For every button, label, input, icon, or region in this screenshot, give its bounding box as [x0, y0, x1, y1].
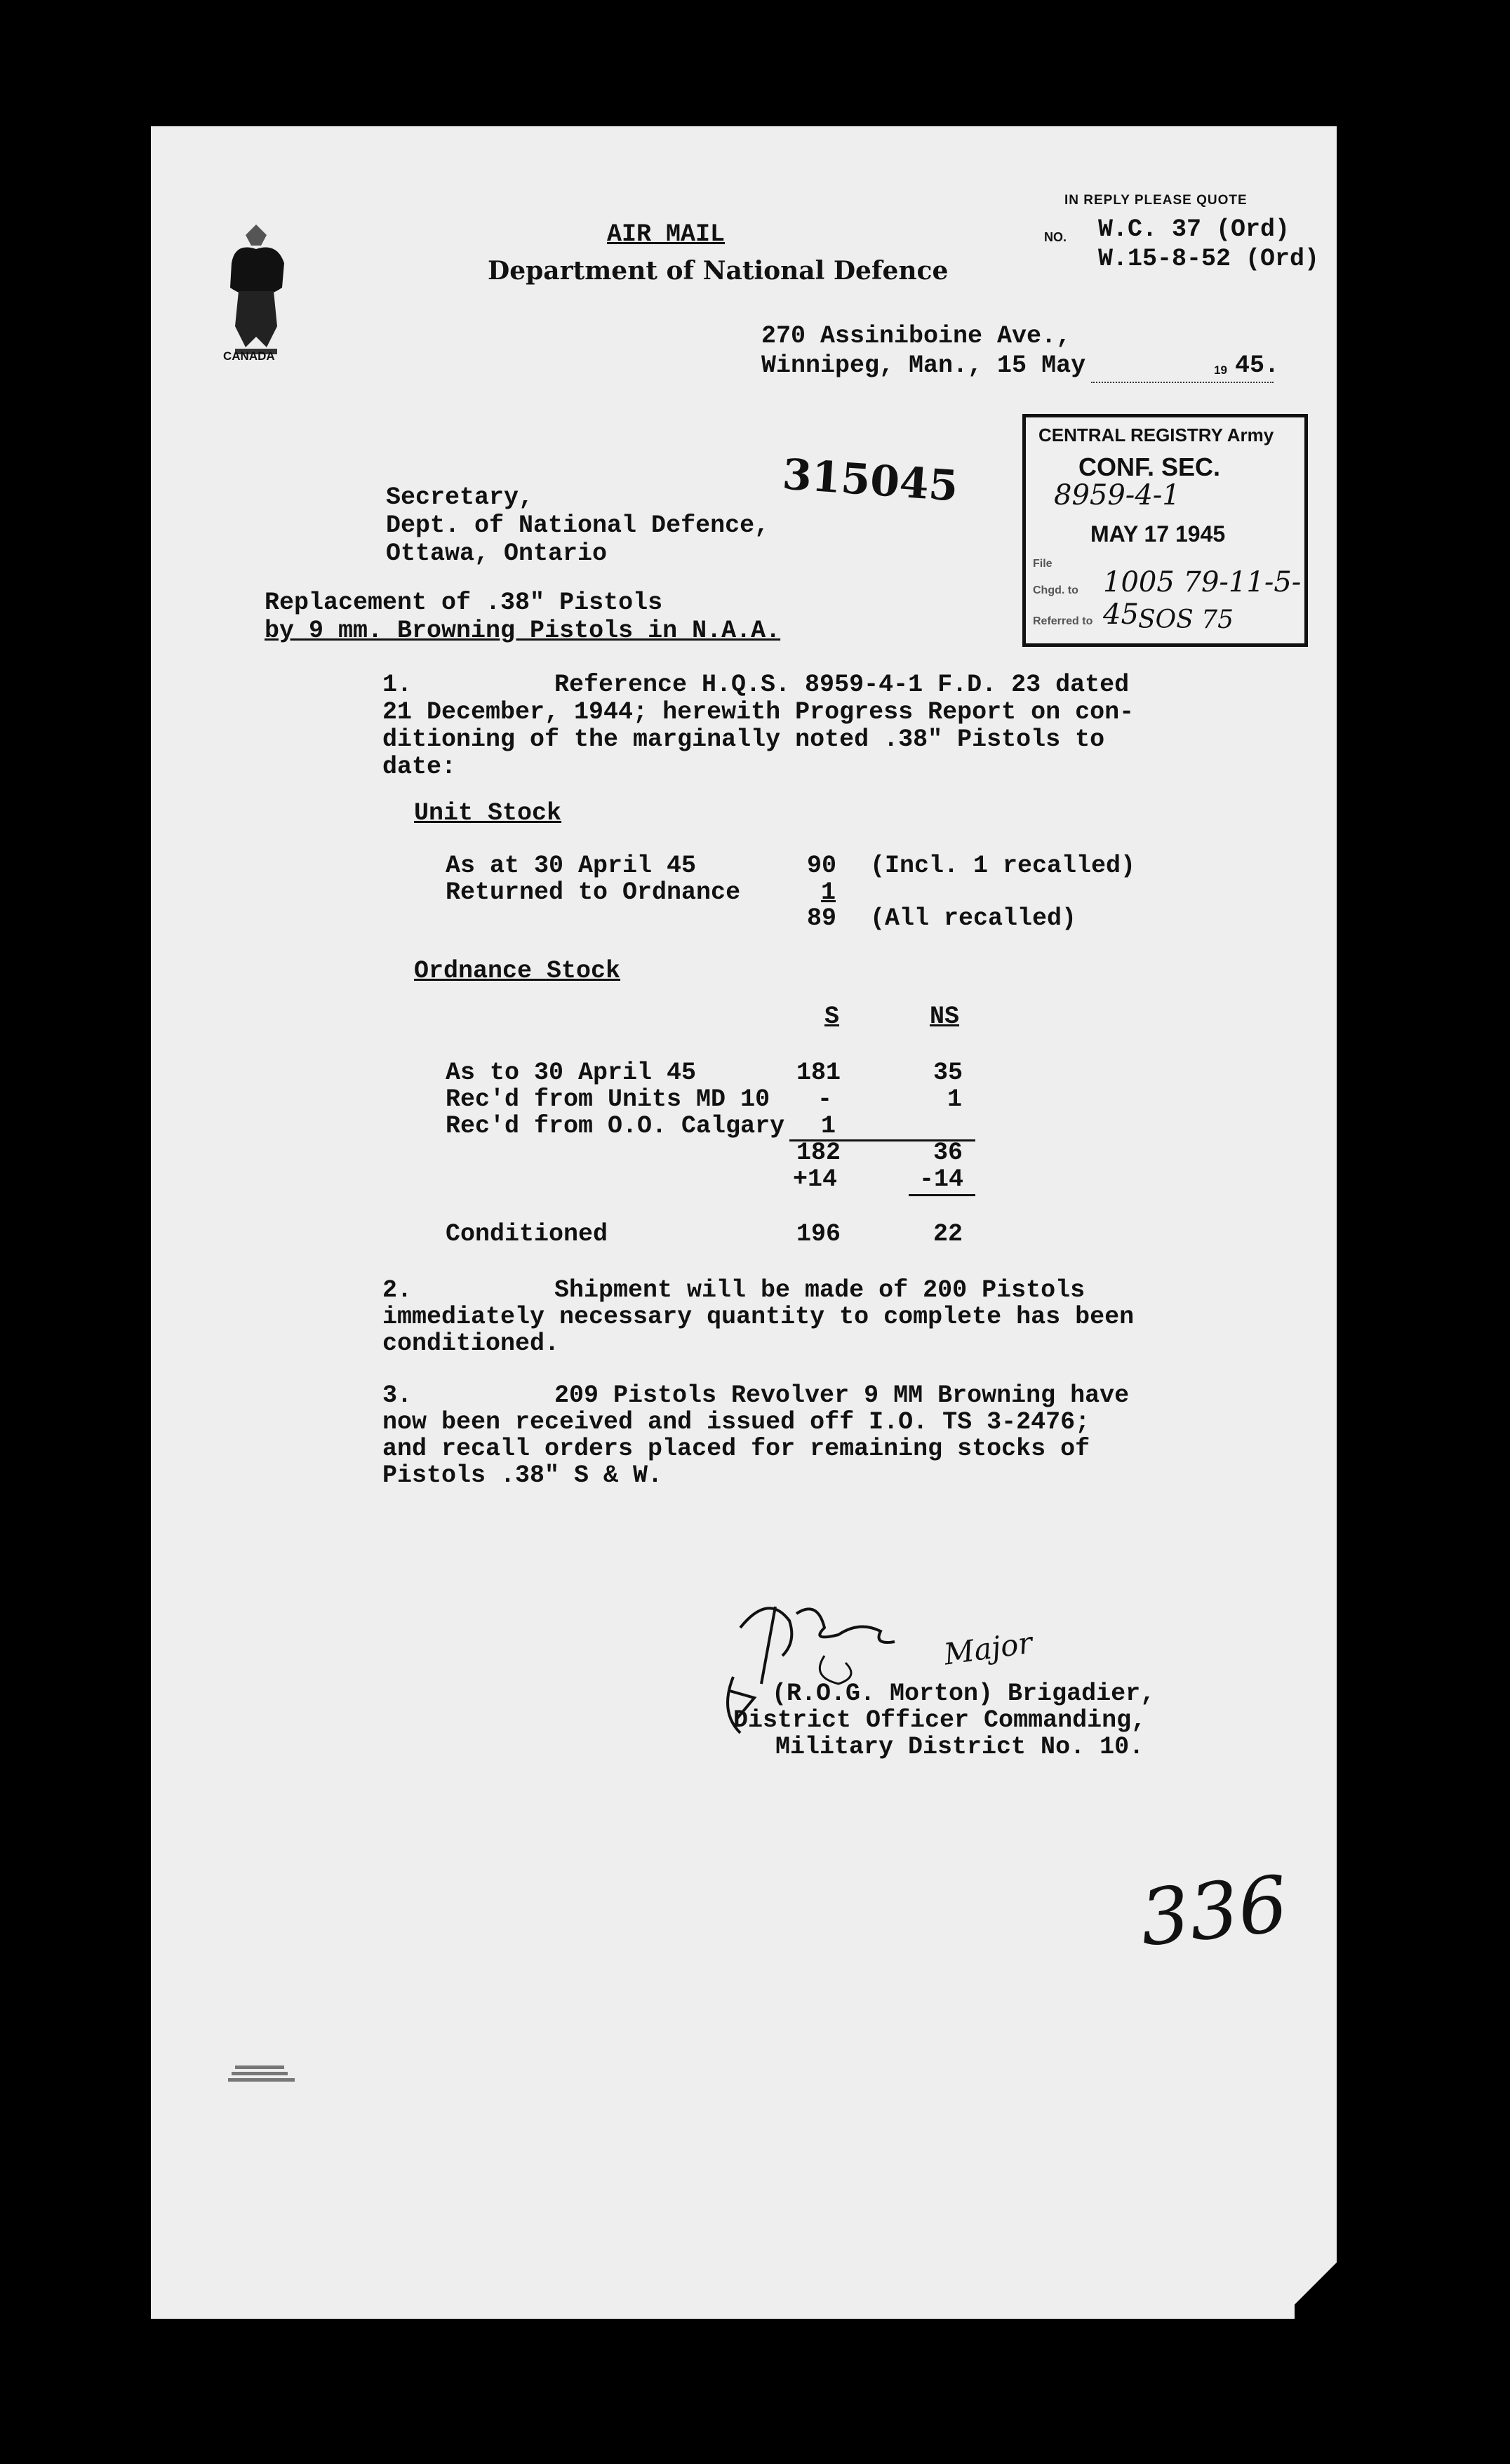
stamp-date: MAY 17 1945: [1090, 521, 1226, 547]
stamp-file-label: File: [1033, 558, 1053, 570]
reference-number-2: W.15-8-52 (Ord): [1098, 245, 1320, 273]
para2-line-3: conditioned.: [382, 1330, 560, 1358]
unit-stock-heading: Unit Stock: [414, 799, 562, 827]
signature-line-1: (R.O.G. Morton) Brigadier,: [772, 1680, 1156, 1708]
reference-number-1: W.C. 37 (Ord): [1098, 215, 1290, 243]
department-heading: Department of National Defence: [488, 256, 949, 286]
ordnance-row2-s: -: [817, 1085, 833, 1113]
stamp-conf-sec: CONF. SEC.: [1078, 453, 1221, 481]
para3-line-1: 209 Pistols Revolver 9 MM Browning have: [554, 1381, 1130, 1410]
conditioned-s: 196: [796, 1220, 841, 1248]
para1-line-1: Reference H.Q.S. 8959-4-1 F.D. 23 dated: [554, 671, 1130, 699]
subject-line-1: Replacement of .38" Pistols: [265, 589, 663, 617]
para1-number: 1.: [382, 671, 413, 699]
recipient-line-2: Dept. of National Defence,: [386, 511, 770, 540]
para3-line-2: now been received and issued off I.O. TS 3-2476;: [382, 1408, 1090, 1436]
ordnance-subtotal-s: 182: [796, 1139, 841, 1167]
air-mail-heading: AIR MAIL: [607, 220, 726, 248]
col-s-header: S: [824, 1003, 840, 1031]
canada-label: CANADA: [223, 349, 275, 363]
unit-stock-row1-note: (Incl. 1 recalled): [870, 852, 1136, 880]
conditioned-ns: 22: [933, 1220, 963, 1248]
address-line-1: 270 Assiniboine Ave.,: [761, 322, 1071, 350]
file-number: 315045: [780, 450, 960, 511]
ordnance-stock-heading: Ordnance Stock: [414, 957, 621, 985]
para1-line-4: date:: [382, 753, 457, 781]
unit-stock-total-value: 89: [807, 904, 837, 932]
para3-line-4: Pistols .38" S & W.: [382, 1461, 663, 1489]
year-prefix: 19: [1214, 363, 1227, 377]
adjust-rule: [909, 1194, 975, 1196]
subject-line-2: by 9 mm. Browning Pistols in N.A.A.: [265, 617, 781, 645]
recipient-line-1: Secretary,: [386, 483, 534, 511]
address-line-2: Winnipeg, Man., 15 May: [761, 351, 1086, 380]
stamp-handwritten-referred: SOS 75: [1138, 605, 1234, 634]
ordnance-row1-s: 181: [796, 1059, 841, 1087]
unit-stock-total-note: (All recalled): [870, 904, 1077, 932]
letter-page: [151, 126, 1337, 2319]
para1-line-2: 21 December, 1944; herewith Progress Report on con-: [382, 698, 1135, 726]
stamp-registry-label: CENTRAL REGISTRY Army: [1038, 424, 1274, 446]
ordnance-row1-label: As to 30 April 45: [446, 1059, 697, 1087]
para2-number: 2.: [382, 1276, 413, 1304]
para1-line-3: ditioning of the marginally noted .38" Pistols to: [382, 725, 1105, 754]
canada-crest-icon: [218, 221, 295, 361]
para3-line-3: and recall orders placed for remaining stocks of: [382, 1435, 1090, 1463]
reply-quote-label: IN REPLY PLEASE QUOTE: [1064, 193, 1248, 208]
ordnance-row2-ns: 1: [947, 1085, 963, 1113]
col-ns-header: NS: [930, 1003, 960, 1031]
unit-stock-row1-label: As at 30 April 45: [446, 852, 697, 880]
stamp-handwritten-file: 8959-4-1: [1054, 479, 1180, 511]
stamp-chgd-label: Chgd. to: [1033, 584, 1078, 596]
stamp-referred-label: Referred to: [1033, 615, 1093, 627]
ordnance-adjust-ns: -14: [919, 1165, 964, 1193]
unit-stock-row2-value: 1: [821, 878, 836, 906]
para2-line-1: Shipment will be made of 200 Pistols: [554, 1276, 1085, 1304]
unit-stock-row2-label: Returned to Ordnance: [446, 878, 741, 906]
year-suffix: 45.: [1235, 351, 1280, 380]
handwritten-rank-note: Major: [942, 1625, 1035, 1672]
para2-line-2: immediately necessary quantity to complete has been: [382, 1303, 1135, 1331]
signature-line-2: District Officer Commanding,: [733, 1706, 1147, 1734]
ordnance-subtotal-ns: 36: [933, 1139, 963, 1167]
ordnance-row3-label: Rec'd from O.O. Calgary: [446, 1112, 785, 1140]
ordnance-adjust-s: +14: [793, 1165, 838, 1193]
ordnance-row1-ns: 35: [933, 1059, 963, 1087]
ordnance-row3-s: 1: [821, 1112, 836, 1140]
no-label: NO.: [1044, 230, 1067, 244]
registry-stamp: [1022, 414, 1308, 647]
signature-line-3: Military District No. 10.: [775, 1733, 1144, 1761]
handwritten-page-number: 336: [1135, 1859, 1292, 1964]
conditioned-label: Conditioned: [446, 1220, 608, 1248]
stamp-handwritten-chgd: 1005 79-11-5-45: [1103, 566, 1302, 631]
ordnance-row2-label: Rec'd from Units MD 10: [446, 1085, 770, 1113]
recipient-line-3: Ottawa, Ontario: [386, 540, 608, 568]
form-code-marks: [228, 2063, 298, 2084]
unit-stock-row1-value: 90: [807, 852, 837, 880]
para3-number: 3.: [382, 1381, 413, 1410]
